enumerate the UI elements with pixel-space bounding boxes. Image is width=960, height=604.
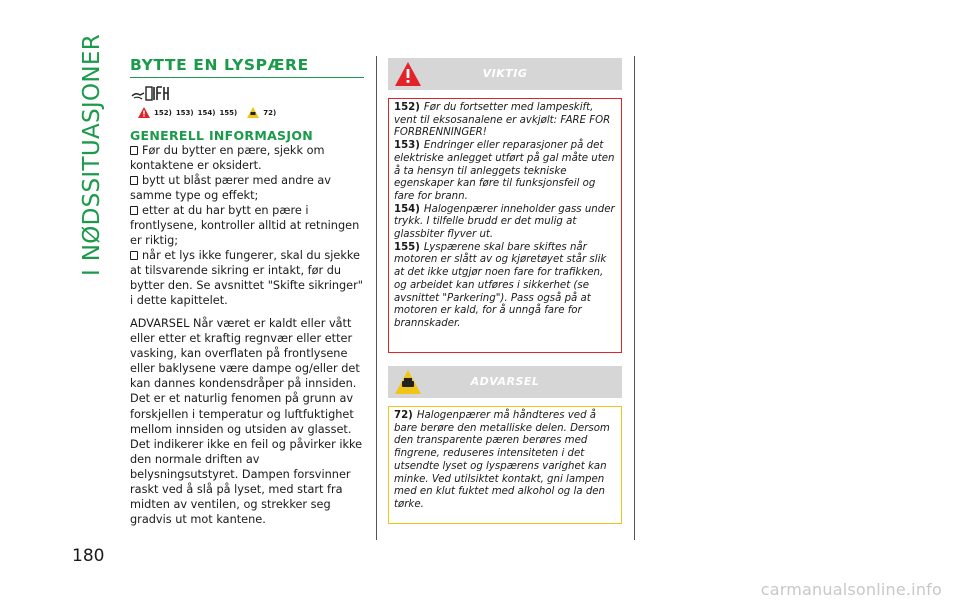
checkbox-bullet-icon: [130, 176, 138, 185]
ref-155: 155): [219, 108, 238, 117]
advarsel-box: [388, 406, 622, 524]
checkbox-bullet-icon: [130, 146, 138, 155]
column-divider: [376, 56, 377, 540]
section-title: BYTTE EN LYSPÆRE: [130, 56, 364, 78]
reference-numbers: [130, 107, 364, 118]
list-item: etter at du har bytt en pære i frontlysene, kontroller alltid at retningen er riktig;: [130, 204, 360, 247]
advarsel-header: [388, 366, 622, 398]
page-number: 180: [72, 546, 105, 566]
lightbulb-icon: [130, 84, 174, 104]
list-item: 154) Halogenpærer inneholder gass under trykk. I tilfelle brudd er det mulig at glassbiter flyver ut.: [394, 203, 615, 241]
checkbox-bullet-icon: [130, 251, 138, 260]
list-item: bytt ut blåst pærer med andre av samme type og effekt;: [130, 174, 331, 202]
list-item: 153) Endringer eller reparasjoner på det elektriske anlegget utført på gal måte uten å ta hensyn til anleggets tekniske egenskaper kan føre til funksjonsfeil og fare for brann.: [394, 140, 615, 202]
chapter-side-tab: [72, 33, 112, 276]
viktig-title: VIKTIG: [482, 67, 528, 80]
body-paragraph: ADVARSEL Når været er kaldt eller vått eller etter et kraftig regnvær eller etter vasking, kan overflaten på frontlysene eller baklysene være dampe og/eller det kan dannes kondensdråper på innsiden. Det er et naturlig fenomen på grunn av forskjellen i temperatur og luftfuktighet mellom innsiden og utsiden av glasset. Det indikerer ikke en feil og påvirker ikke den normale driften av belysningsutstyret. Dampen forsvinner raskt ved å slå på lyset, med start fra midten av ventilen, og strekker seg gradvis ut mot kantene.: [130, 317, 363, 527]
list-item: 155) Lyspærene skal bare skiftes når motoren er slått av og kjøretøyet står slik at det ikke utgjør noen fare for trafikken, og arbeidet kan utføres i sikkerhet (se avsnittet "Parkering"). Pass også på at motoren er kald, for å unngå fare for brannskader.: [394, 241, 607, 329]
viktig-header: [388, 58, 622, 90]
advarsel-title: ADVARSEL: [470, 375, 540, 388]
column-divider: [634, 56, 635, 540]
list-item: Før du bytter en pære, sjekk om kontaktene er oksidert.: [130, 144, 325, 172]
list-item: 152) Før du fortsetter med lampeskift, vent til eksosanalene er avkjølt: FARE FOR FORBRENNINGER!: [394, 102, 611, 139]
bulb-symbol-row: [130, 84, 364, 104]
ref-152: 152): [154, 108, 172, 117]
watermark: carmanualsonline.info: [760, 580, 942, 599]
checkbox-bullet-icon: [130, 206, 138, 215]
ref-72: 72): [263, 108, 277, 117]
subheading: GENERELL INFORMASJON: [130, 128, 314, 143]
ref-154: 154): [197, 108, 216, 117]
viktig-box: [388, 98, 622, 353]
main-column: [130, 56, 364, 527]
chapter-title: I NØDSSITUASJONER: [79, 33, 105, 276]
list-item: når et lys ikke fungerer, skal du sjekke at tilsvarende sikring er intakt, før du bytter den. Se avsnittet "Skifte sikringer" i dette kapittelet.: [130, 249, 363, 307]
bullet-list: [130, 143, 364, 308]
list-item: 72) Halogenpærer må håndteres ved å bare berøre den metalliske delen. Dersom den transparente pæren berøres med fingrene, reduseres intensiteten i det utsendte lyset og lyspærens varighet kan minke. Ved utilsiktet kontakt, gni lampen med en klut fuktet med alkohol og la den tørke.: [394, 410, 610, 510]
ref-153: 153): [175, 108, 194, 117]
caution-triangle-icon: [247, 107, 259, 118]
danger-triangle-icon: [138, 107, 150, 118]
